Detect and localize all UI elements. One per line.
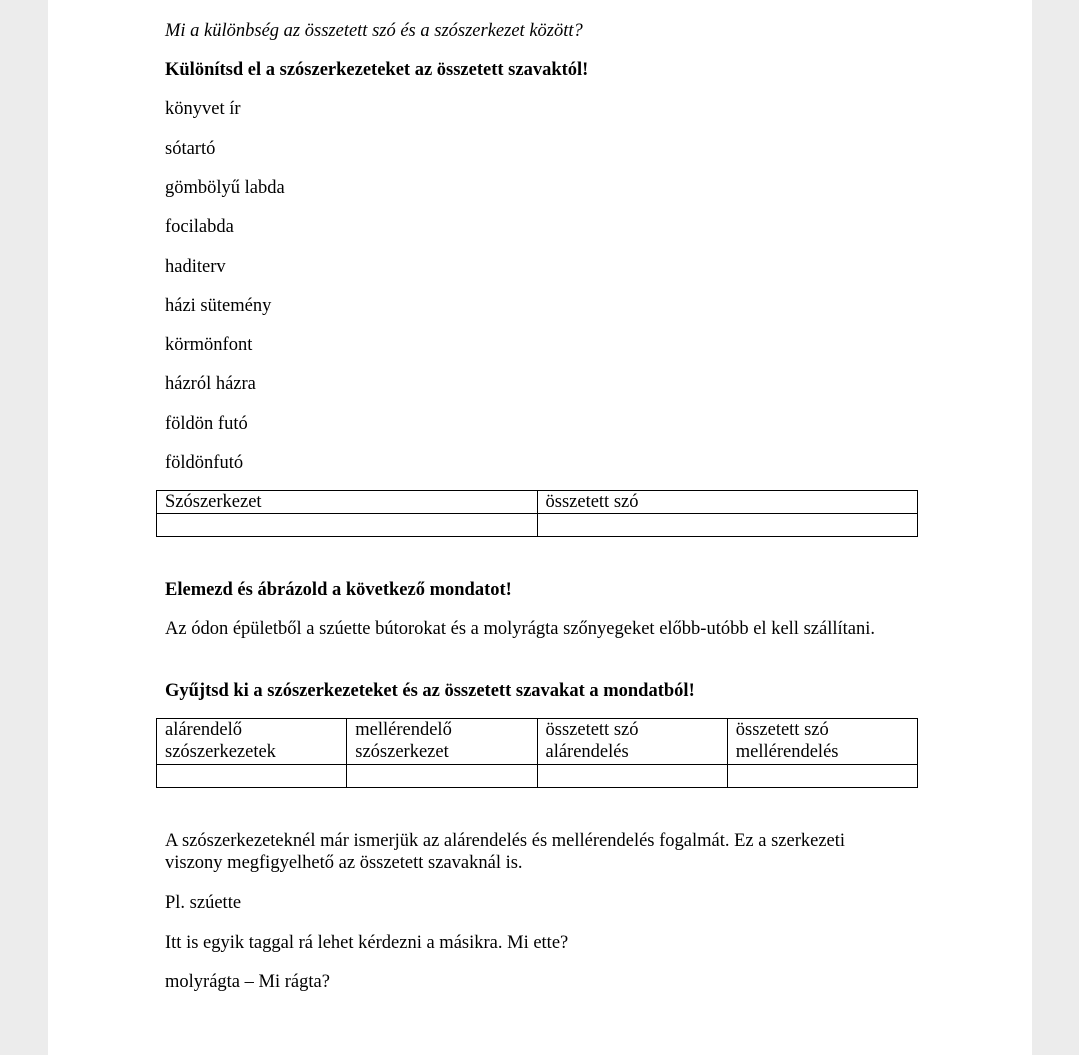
table-empty-cell[interactable]: [537, 514, 918, 537]
header-line: mellérendelés: [735, 742, 839, 762]
collection-table: [156, 718, 918, 788]
word-item: házról házra: [165, 374, 256, 394]
word-item: földön futó: [165, 414, 248, 434]
word-item: gömbölyű labda: [165, 178, 285, 198]
header-line: összetett szó: [735, 720, 829, 740]
task-3-heading: Gyűjtsd ki a szószerkezeteket és az összetett szavakat a mondatból!: [165, 681, 695, 701]
table-header-cell: [157, 719, 347, 765]
word-item: focilabda: [165, 217, 234, 237]
explanation-paragraph: A szószerkezeteknél már ismerjük az alárendelés és mellérendelés fogalmát. Ez a szerkezeti viszony megfigyelhető az összetett szavaknál is.: [165, 831, 846, 873]
table-header-cell: [537, 719, 727, 765]
task-2-heading: Elemezd és ábrázold a következő mondatot!: [165, 580, 512, 600]
table-header-cell: összetett szó: [537, 491, 918, 514]
header-line: alárendelés: [545, 742, 629, 762]
table-header-cell: [727, 719, 917, 765]
word-item: könyvet ír: [165, 99, 241, 119]
question-heading: Mi a különbség az összetett szó és a szószerkezet között?: [165, 21, 583, 41]
word-item: földönfutó: [165, 453, 244, 473]
task-1-heading: Különítsd el a szószerkezeteket az összetett szavaktól!: [165, 60, 589, 80]
table-empty-cell[interactable]: [537, 765, 727, 788]
table-empty-cell[interactable]: [727, 765, 917, 788]
header-line: szószerkezet: [355, 742, 449, 762]
header-line: mellérendelő: [355, 720, 452, 740]
word-item: házi sütemény: [165, 296, 272, 316]
table-empty-cell[interactable]: [347, 765, 537, 788]
table-header-cell: [347, 719, 537, 765]
word-item: sótartó: [165, 139, 216, 159]
word-item: körmönfont: [165, 335, 253, 355]
table-empty-cell[interactable]: [157, 514, 538, 537]
table-empty-cell[interactable]: [157, 765, 347, 788]
sentence-paragraph: Az ódon épületből a szúette bútorokat és a molyrágta szőnyegeket előbb-utóbb el kell szállítani.: [165, 619, 875, 639]
example-question: Itt is egyik taggal rá lehet kérdezni a másikra. Mi ette?: [165, 933, 569, 953]
example-2: molyrágta – Mi rágta?: [165, 972, 330, 992]
word-item: haditerv: [165, 257, 226, 277]
header-line: alárendelő: [165, 720, 243, 740]
document-page: [48, 0, 1032, 1055]
table-header-cell: Szószerkezet: [157, 491, 538, 514]
example-label: Pl. szúette: [165, 893, 242, 913]
classification-table: [156, 490, 918, 537]
header-line: szószerkezetek: [165, 742, 276, 762]
header-line: összetett szó: [545, 720, 639, 740]
